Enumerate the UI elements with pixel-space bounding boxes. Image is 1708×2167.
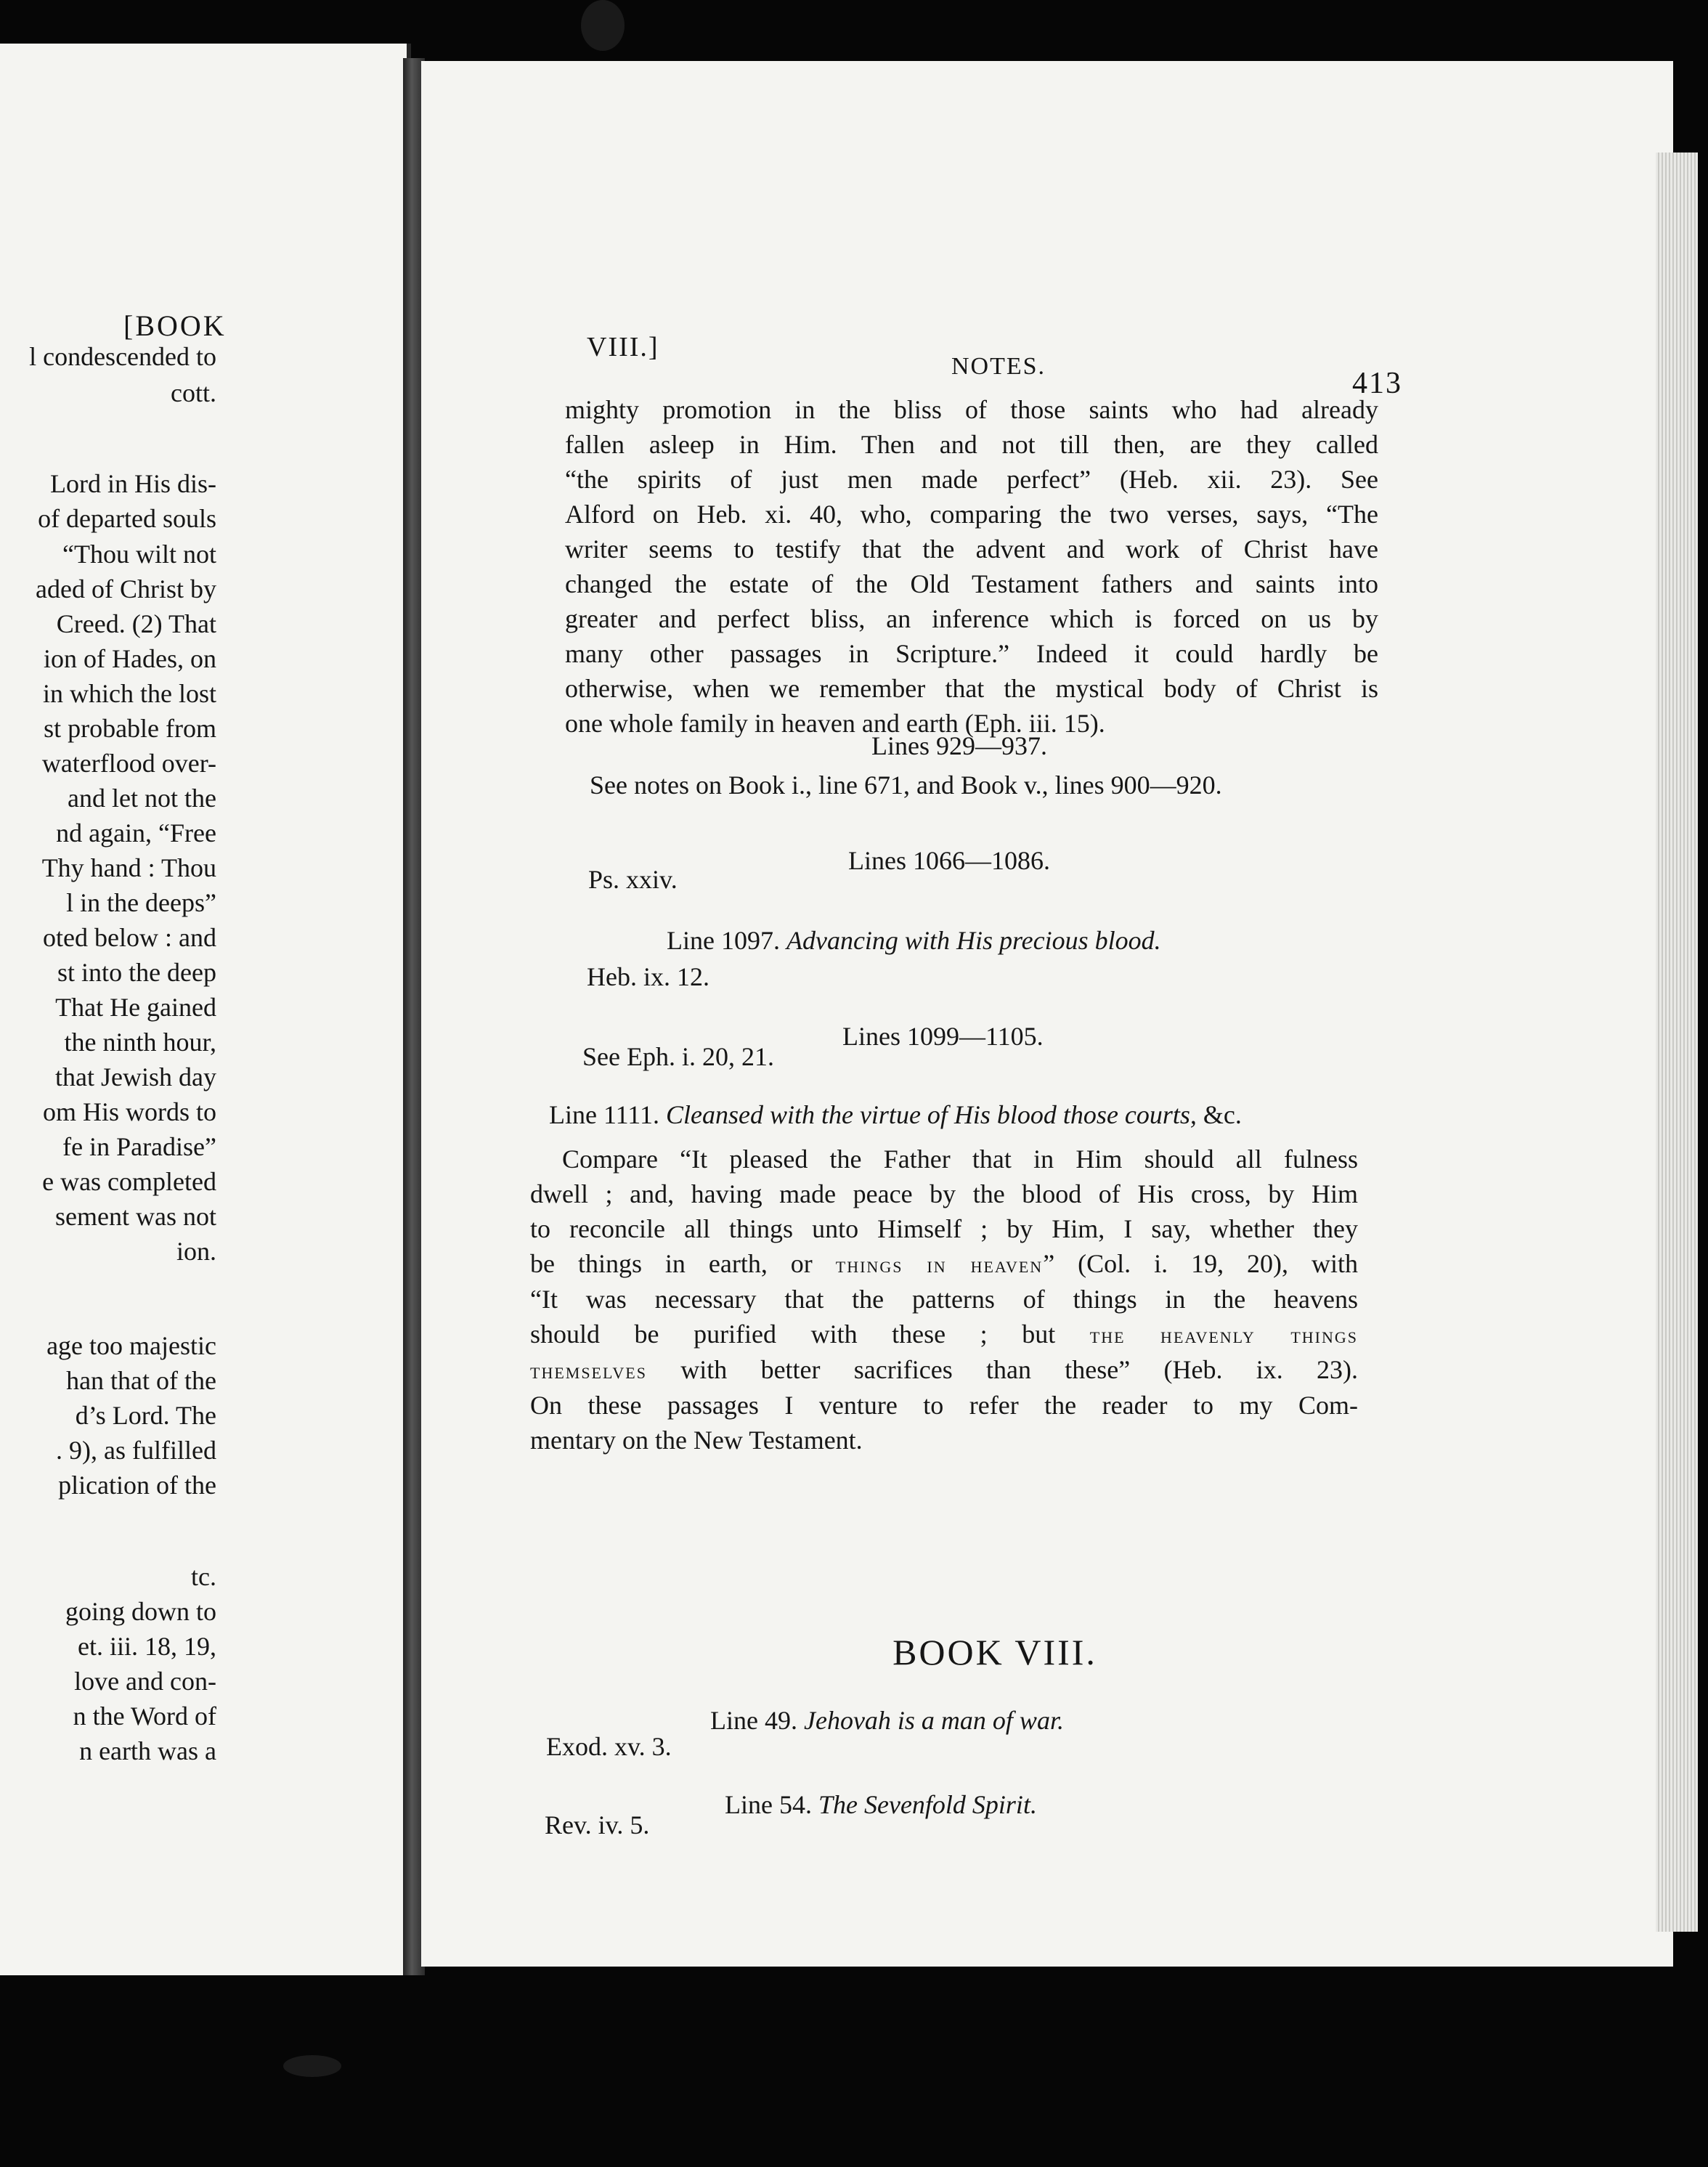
- paragraph-line: to reconcile all things unto Himself ; by Him, I say, whether they: [530, 1214, 1358, 1243]
- left-page-line: aded of Christ by: [36, 574, 216, 603]
- text-run: ” (Col. i. 19, 20), with: [1043, 1249, 1358, 1278]
- paragraph-line: changed the estate of the Old Testament fathers and saints into: [565, 569, 1378, 598]
- paragraph-line: one whole family in heaven and earth (Eph. iii. 15).: [565, 709, 1105, 738]
- note-line-number: Line 54.: [725, 1790, 812, 1819]
- paragraph-line: Alford on Heb. xi. 40, who, comparing the two verses, says, “The: [565, 500, 1378, 529]
- left-page-line: and let not the: [68, 784, 216, 813]
- left-page-line: n the Word of: [73, 1702, 216, 1731]
- scan-artifact: [283, 2055, 341, 2077]
- note-heading-line-1097: [667, 925, 1161, 956]
- note-heading-line-1111: [549, 1099, 1242, 1130]
- right-page: [421, 61, 1673, 1967]
- page-block-edge: [1656, 153, 1698, 1932]
- left-page-line: sement was not: [55, 1202, 216, 1231]
- left-page-line: l in the deeps”: [66, 888, 216, 917]
- left-page-line: Creed. (2) That: [56, 609, 216, 638]
- note-heading-lines-1066: Lines 1066—1086.: [848, 846, 1050, 875]
- note-text-line-54: Rev. iv. 5.: [545, 1810, 650, 1839]
- left-page-line: Thy hand : Thou: [41, 853, 216, 882]
- paragraph-line: writer seems to testify that the advent and work of Christ have: [565, 534, 1378, 564]
- left-page-line: age too majestic: [46, 1331, 216, 1360]
- paragraph-line: [530, 1246, 1358, 1282]
- note-quotation: Advancing with His precious blood.: [786, 926, 1161, 955]
- left-page-line: d’s Lord. The: [75, 1401, 216, 1430]
- left-page-line: st into the deep: [57, 958, 216, 987]
- left-page-line: in which the lost: [43, 679, 216, 708]
- left-page: [0, 44, 411, 1975]
- note-line-number: Line 1097.: [667, 926, 780, 955]
- paragraph-line: Compare “It pleased the Father that in Him should all fulness: [562, 1145, 1358, 1174]
- note-quotation: Cleansed with the virtue of His blood those courts,: [665, 1100, 1197, 1129]
- note-line-number: Line 49.: [710, 1706, 797, 1735]
- left-page-line: that Jewish day: [55, 1062, 216, 1091]
- small-caps-run: themselves: [530, 1357, 647, 1383]
- running-head-section: VIII.]: [587, 332, 659, 362]
- note-heading-line-54: [725, 1789, 1037, 1820]
- left-page-line: st probable from: [44, 714, 216, 743]
- note-line-number: Line 1111.: [549, 1100, 659, 1129]
- paragraph-line: “It was necessary that the patterns of things in the heavens: [530, 1285, 1358, 1314]
- left-page-line: of departed souls: [38, 504, 216, 533]
- left-page-line: tc.: [191, 1562, 216, 1591]
- left-page-line: n earth was a: [79, 1736, 216, 1765]
- running-head-title: NOTES.: [951, 353, 1046, 380]
- paragraph-line: greater and perfect bliss, an inference which is forced on us by: [565, 604, 1378, 633]
- paragraph-line: On these passages I venture to refer the reader to my Com-: [530, 1391, 1358, 1420]
- left-page-line: cott.: [171, 378, 216, 407]
- text-run: with better sacrifices than these” (Heb. ix. 23).: [680, 1355, 1359, 1384]
- left-page-line: fe in Paradise”: [62, 1132, 216, 1161]
- left-page-line: the ninth hour,: [64, 1028, 216, 1057]
- paragraph-line: fallen asleep in Him. Then and not till then, are they called: [565, 430, 1378, 459]
- text-run: be things in earth, or: [530, 1249, 813, 1278]
- book-heading: BOOK VIII.: [892, 1632, 1097, 1672]
- paragraph-line: [530, 1317, 1358, 1352]
- small-caps-run: the heavenly things: [1089, 1322, 1358, 1348]
- left-page-line: going down to: [65, 1597, 216, 1626]
- paragraph-line: dwell ; and, having made peace by the blood of His cross, by Him: [530, 1179, 1358, 1208]
- left-page-line: ion of Hades, on: [44, 644, 216, 673]
- paragraph-line: many other passages in Scripture.” Indeed it could hardly be: [565, 639, 1378, 668]
- left-page-line: love and con-: [74, 1667, 216, 1696]
- left-page-line: et. iii. 18, 19,: [78, 1632, 216, 1661]
- text-run: should be purified with these ; but: [530, 1320, 1056, 1349]
- left-page-line: om His words to: [42, 1097, 216, 1126]
- note-paragraph-line-1111: [530, 1142, 1358, 1457]
- note-heading-lines-1099: Lines 1099—1105.: [842, 1022, 1044, 1051]
- note-heading-lines-929: Lines 929—937.: [871, 731, 1047, 760]
- continuation-paragraph: [565, 392, 1378, 741]
- note-quotation: The Sevenfold Spirit.: [818, 1790, 1037, 1819]
- note-text-lines-929: See notes on Book i., line 671, and Book v., lines 900—920.: [590, 771, 1222, 800]
- scan-artifact: [581, 0, 625, 51]
- left-page-line: waterflood over-: [41, 749, 216, 778]
- left-page-header: [BOOK: [123, 309, 227, 342]
- paragraph-line: “the spirits of just men made perfect” (Heb. xii. 23). See: [565, 465, 1378, 494]
- note-heading-line-49: [710, 1705, 1064, 1736]
- page-number: 413: [1352, 367, 1402, 400]
- left-page-line: plication of the: [58, 1471, 216, 1500]
- note-etc: &c.: [1203, 1100, 1242, 1129]
- paragraph-line: mighty promotion in the bliss of those saints who had already: [565, 395, 1378, 424]
- left-page-line: That He gained: [55, 993, 216, 1022]
- note-text-line-1097: Heb. ix. 12.: [587, 962, 709, 991]
- left-page-line: nd again, “Free: [56, 818, 216, 847]
- left-page-line: “Thou wilt not: [62, 540, 216, 569]
- left-page-line: han that of the: [66, 1366, 216, 1395]
- left-page-line: e was completed: [42, 1167, 216, 1196]
- note-text-line-49: Exod. xv. 3.: [546, 1732, 672, 1761]
- small-caps-run: things in heaven: [835, 1251, 1044, 1277]
- paragraph-line: otherwise, when we remember that the mystical body of Christ is: [565, 674, 1378, 703]
- note-quotation: Jehovah is a man of war.: [803, 1706, 1064, 1735]
- left-page-line: ion.: [176, 1237, 216, 1266]
- left-page-line: l condescended to: [29, 342, 216, 371]
- left-page-line: . 9), as fulfilled: [56, 1436, 216, 1465]
- note-text-lines-1066: Ps. xxiv.: [588, 865, 678, 894]
- paragraph-line: mentary on the New Testament.: [530, 1426, 863, 1455]
- left-page-line: oted below : and: [43, 923, 216, 952]
- paragraph-line: [530, 1352, 1358, 1388]
- note-text-lines-1099: See Eph. i. 20, 21.: [582, 1042, 774, 1071]
- left-page-line: Lord in His dis-: [50, 469, 216, 498]
